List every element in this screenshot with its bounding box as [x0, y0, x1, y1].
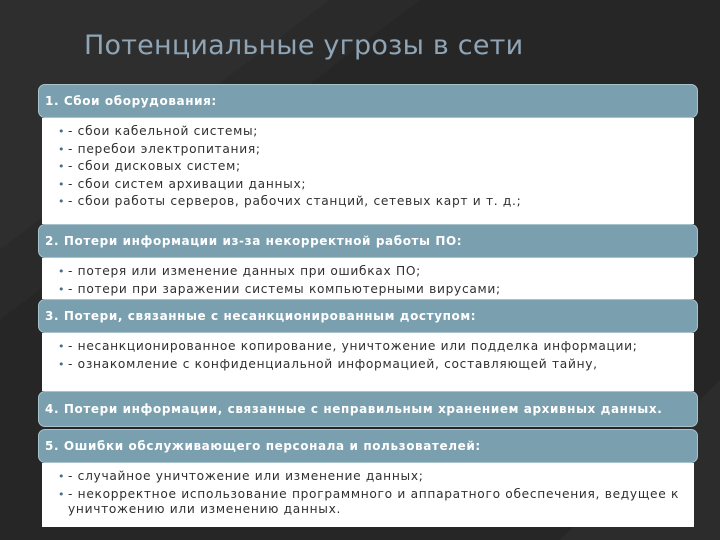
slide-title: Потенциальные угрозы в сети — [84, 30, 524, 61]
list-item: • - потеря или изменение данных при ошибках ПО; — [58, 264, 421, 278]
section-header-archive-storage: 4. Потери информации, связанные с неправильным хранением архивных данных. — [38, 391, 698, 427]
list-item: • - некорректное использование программного и аппаратного обеспечения, ведущее к уничтожению или изменению данных. — [58, 486, 680, 516]
section-panel-staff-errors — [42, 463, 694, 527]
list-item: • - перебои электропитания; — [58, 141, 261, 156]
list-item: • - потери при заражении системы компьютерными вирусами; — [58, 281, 501, 296]
list-item: • - несанкционированное копирование, уничтожение или подделка информации; — [58, 339, 638, 353]
bullet-dot-icon: • — [58, 487, 66, 501]
section-header-unauthorized-access: 3. Потери, связанные с несанкционированным доступом: — [38, 299, 698, 333]
bullet-dot-icon: • — [58, 160, 66, 173]
bullet-dot-icon: • — [58, 282, 66, 296]
bullet-dot-icon: • — [58, 195, 66, 208]
list-item: • - сбои дисковых систем; — [58, 159, 241, 173]
section-header-software-errors: 2. Потери информации из-за некорректной работы ПО: — [38, 224, 698, 258]
list-item: • - сбои работы серверов, рабочих станций, сетевых карт и т. д.; — [58, 194, 522, 208]
section-panel-unauthorized-access — [42, 333, 694, 391]
bullet-dot-icon: • — [58, 265, 66, 278]
bullet-dot-icon: • — [58, 142, 66, 156]
list-item: • - случайное уничтожение или изменение данных; — [58, 469, 424, 483]
list-item: • - сбои систем архивации данных; — [58, 176, 307, 191]
threat-list — [38, 84, 698, 527]
bullet-dot-icon: • — [58, 125, 66, 138]
bullet-dot-icon: • — [58, 177, 66, 191]
bullet-dot-icon: • — [58, 357, 66, 371]
section-panel-hardware-failures — [42, 118, 694, 224]
section-header-hardware-failures: 1. Сбои оборудования: — [38, 84, 698, 118]
list-item: • - ознакомление с конфиденциальной информацией, составляющей тайну, — [58, 356, 598, 371]
section-panel-software-errors — [42, 258, 694, 299]
bullet-dot-icon: • — [58, 340, 66, 353]
bullet-dot-icon: • — [58, 470, 66, 483]
section-header-staff-errors: 5. Ошибки обслуживающего персонала и пользователей: — [38, 429, 698, 463]
list-item: • - сбои кабельной системы; — [58, 124, 259, 138]
